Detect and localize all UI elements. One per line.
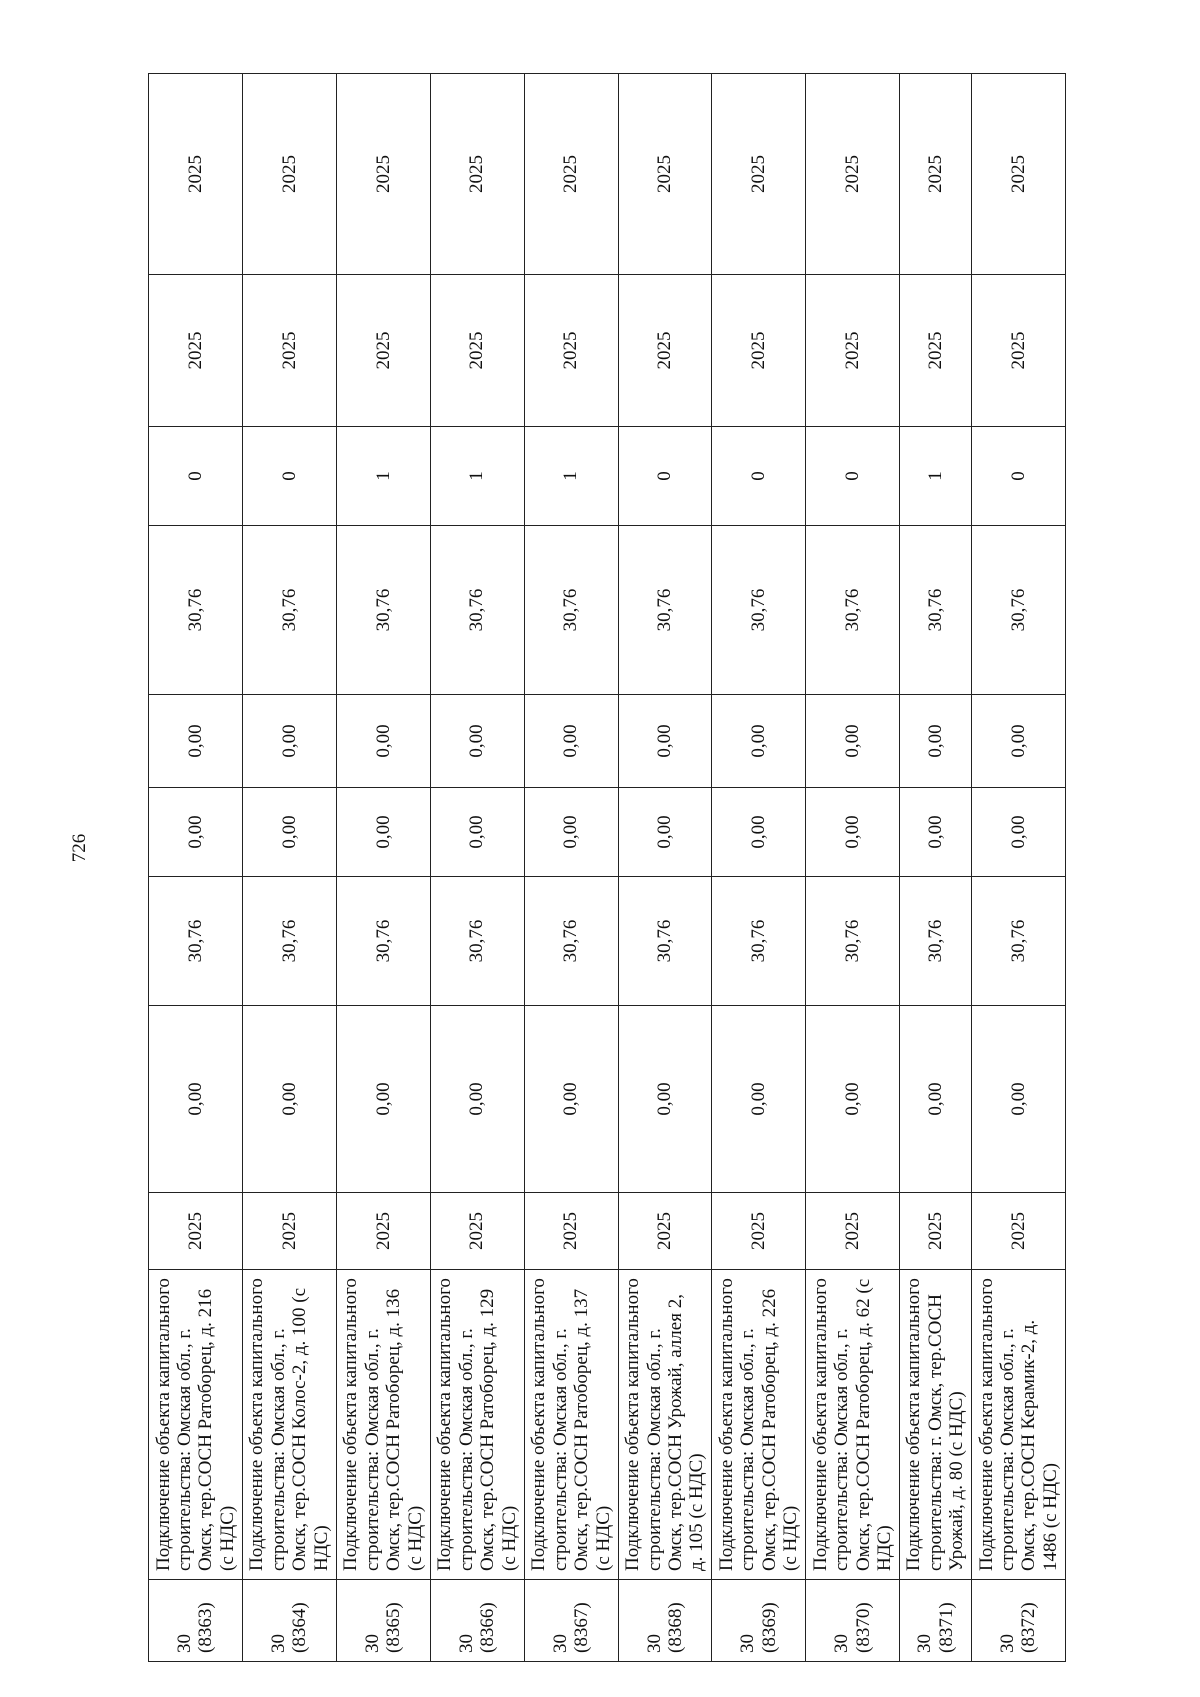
value-cell: 0,00	[806, 788, 900, 877]
year-start-cell: 2025	[430, 1193, 524, 1270]
row-number: 30	[455, 1634, 477, 1653]
row-id-cell	[524, 1580, 618, 1662]
value-cell: 0,00	[971, 788, 1065, 877]
object-name-cell: Подключение объекта капитального строительства: Омская обл., г. Омск, тер.СОСН Керамик-2, д. 1486 (с НДС)	[971, 1270, 1065, 1580]
value-cell: 30,76	[971, 526, 1065, 695]
value-cell: 0,00	[149, 788, 243, 877]
value-cell: 30,76	[900, 526, 972, 695]
value-cell: 0,00	[336, 695, 430, 788]
table-row	[524, 74, 618, 1662]
row-code: (8367)	[571, 1602, 593, 1653]
row-code: (8368)	[664, 1602, 686, 1653]
row-code: (8363)	[195, 1602, 217, 1653]
value-cell: 30,76	[806, 526, 900, 695]
value-cell: 0,00	[149, 1006, 243, 1193]
value-cell: 0,00	[524, 788, 618, 877]
value-cell: 0,00	[336, 788, 430, 877]
row-code: (8366)	[477, 1602, 499, 1653]
value-cell: 0,00	[712, 695, 806, 788]
count-cell: 1	[900, 427, 972, 526]
value-cell: 0,00	[971, 1006, 1065, 1193]
value-cell: 0,00	[336, 1006, 430, 1193]
count-cell: 0	[712, 427, 806, 526]
value-cell: 30,76	[430, 877, 524, 1006]
value-cell: 0,00	[430, 695, 524, 788]
year-start-cell: 2025	[712, 1193, 806, 1270]
row-number: 30	[831, 1634, 853, 1653]
year-end-cell: 2025	[430, 74, 524, 275]
year-cell: 2025	[712, 275, 806, 427]
value-cell: 30,76	[712, 526, 806, 695]
value-cell: 0,00	[149, 695, 243, 788]
value-cell: 0,00	[971, 695, 1065, 788]
count-cell: 0	[806, 427, 900, 526]
year-end-cell: 2025	[900, 74, 972, 275]
year-start-cell: 2025	[336, 1193, 430, 1270]
year-cell: 2025	[971, 275, 1065, 427]
row-number: 30	[643, 1634, 665, 1653]
value-cell: 0,00	[524, 695, 618, 788]
year-end-cell: 2025	[971, 74, 1065, 275]
value-cell: 0,00	[900, 1006, 972, 1193]
count-cell: 1	[430, 427, 524, 526]
table-row	[242, 74, 336, 1662]
value-cell: 0,00	[712, 788, 806, 877]
row-id-cell	[618, 1580, 712, 1662]
table-row	[900, 74, 972, 1662]
row-code: (8371)	[935, 1602, 957, 1653]
value-cell: 0,00	[242, 695, 336, 788]
table-row	[430, 74, 524, 1662]
year-cell: 2025	[900, 275, 972, 427]
row-code: (8365)	[383, 1602, 405, 1653]
object-name-cell: Подключение объекта капитального строительства: Омская обл., г. Омск, тер.СОСН Ратоборец, д. 226 (с НДС)	[712, 1270, 806, 1580]
year-cell: 2025	[430, 275, 524, 427]
row-number: 30	[361, 1634, 383, 1653]
value-cell: 0,00	[806, 1006, 900, 1193]
value-cell: 30,76	[618, 877, 712, 1006]
row-number: 30	[737, 1634, 759, 1653]
year-end-cell: 2025	[712, 74, 806, 275]
page-number: 726	[69, 833, 90, 863]
object-name-cell: Подключение объекта капитального строительства: Омская обл., г. Омск, тер.СОСН Ратоборец, д. 62 (с НДС)	[806, 1270, 900, 1580]
table-body	[149, 74, 1066, 1662]
row-id-cell	[971, 1580, 1065, 1662]
value-cell: 30,76	[336, 877, 430, 1006]
row-number: 30	[549, 1634, 571, 1653]
year-cell: 2025	[618, 275, 712, 427]
object-name-cell: Подключение объекта капитального строительства: Омская обл., г. Омск, тер.СОСН Ратоборец, д. 216 (с НДС)	[149, 1270, 243, 1580]
row-number: 30	[997, 1634, 1019, 1653]
year-start-cell: 2025	[524, 1193, 618, 1270]
table-row	[336, 74, 430, 1662]
object-name-cell: Подключение объекта капитального строительства: г. Омск, тер.СОСН Урожай, д. 80 (с НДС)	[900, 1270, 972, 1580]
value-cell: 0,00	[430, 788, 524, 877]
row-number: 30	[914, 1634, 936, 1653]
value-cell: 30,76	[900, 877, 972, 1006]
row-id-cell	[430, 1580, 524, 1662]
value-cell: 0,00	[524, 1006, 618, 1193]
value-cell: 0,00	[806, 695, 900, 788]
value-cell: 30,76	[618, 526, 712, 695]
year-cell: 2025	[336, 275, 430, 427]
value-cell: 0,00	[712, 1006, 806, 1193]
row-id-cell	[242, 1580, 336, 1662]
value-cell: 0,00	[618, 788, 712, 877]
table-row	[618, 74, 712, 1662]
object-name-cell: Подключение объекта капитального строительства: Омская обл., г. Омск, тер.СОСН Урожай, аллея 2, д. 105 (с НДС)	[618, 1270, 712, 1580]
year-end-cell: 2025	[806, 74, 900, 275]
value-cell: 30,76	[712, 877, 806, 1006]
table-row	[149, 74, 243, 1662]
table-row	[712, 74, 806, 1662]
value-cell: 30,76	[524, 526, 618, 695]
value-cell: 0,00	[900, 788, 972, 877]
object-name-cell: Подключение объекта капитального строительства: Омская обл., г. Омск, тер.СОСН Колос-2, д. 100 (с НДС)	[242, 1270, 336, 1580]
row-id-cell	[336, 1580, 430, 1662]
table-row	[806, 74, 900, 1662]
row-number: 30	[267, 1634, 289, 1653]
year-cell: 2025	[524, 275, 618, 427]
year-start-cell: 2025	[618, 1193, 712, 1270]
row-code: (8369)	[758, 1602, 780, 1653]
value-cell: 30,76	[242, 526, 336, 695]
count-cell: 0	[618, 427, 712, 526]
row-id-cell	[900, 1580, 972, 1662]
object-name-cell: Подключение объекта капитального строительства: Омская обл., г. Омск, тер.СОСН Ратоборец, д. 136 (с НДС)	[336, 1270, 430, 1580]
year-end-cell: 2025	[149, 74, 243, 275]
value-cell: 30,76	[806, 877, 900, 1006]
value-cell: 30,76	[430, 526, 524, 695]
value-cell: 0,00	[900, 695, 972, 788]
year-end-cell: 2025	[524, 74, 618, 275]
row-code: (8372)	[1018, 1602, 1040, 1653]
year-cell: 2025	[149, 275, 243, 427]
count-cell: 0	[242, 427, 336, 526]
row-id-cell	[712, 1580, 806, 1662]
row-id-cell	[806, 1580, 900, 1662]
row-id-cell	[149, 1580, 243, 1662]
object-name-cell: Подключение объекта капитального строительства: Омская обл., г. Омск, тер.СОСН Ратоборец, д. 129 (с НДС)	[430, 1270, 524, 1580]
row-code: (8364)	[289, 1602, 311, 1653]
value-cell: 30,76	[149, 877, 243, 1006]
year-cell: 2025	[806, 275, 900, 427]
year-start-cell: 2025	[242, 1193, 336, 1270]
year-start-cell: 2025	[900, 1193, 972, 1270]
table-row	[971, 74, 1065, 1662]
count-cell: 0	[149, 427, 243, 526]
value-cell: 30,76	[971, 877, 1065, 1006]
year-cell: 2025	[242, 275, 336, 427]
value-cell: 30,76	[336, 526, 430, 695]
count-cell: 0	[971, 427, 1065, 526]
year-end-cell: 2025	[242, 74, 336, 275]
year-end-cell: 2025	[618, 74, 712, 275]
count-cell: 1	[524, 427, 618, 526]
value-cell: 0,00	[430, 1006, 524, 1193]
value-cell: 0,00	[618, 695, 712, 788]
row-number: 30	[173, 1634, 195, 1653]
investment-table	[148, 73, 1066, 1662]
value-cell: 0,00	[242, 1006, 336, 1193]
year-start-cell: 2025	[149, 1193, 243, 1270]
value-cell: 30,76	[524, 877, 618, 1006]
rotated-table-wrapper	[148, 74, 1066, 1662]
value-cell: 30,76	[242, 877, 336, 1006]
value-cell: 0,00	[242, 788, 336, 877]
count-cell: 1	[336, 427, 430, 526]
value-cell: 0,00	[618, 1006, 712, 1193]
value-cell: 30,76	[149, 526, 243, 695]
year-start-cell: 2025	[971, 1193, 1065, 1270]
year-start-cell: 2025	[806, 1193, 900, 1270]
object-name-cell: Подключение объекта капитального строительства: Омская обл., г. Омск, тер.СОСН Ратоборец, д. 137 (с НДС)	[524, 1270, 618, 1580]
year-end-cell: 2025	[336, 74, 430, 275]
row-code: (8370)	[852, 1602, 874, 1653]
